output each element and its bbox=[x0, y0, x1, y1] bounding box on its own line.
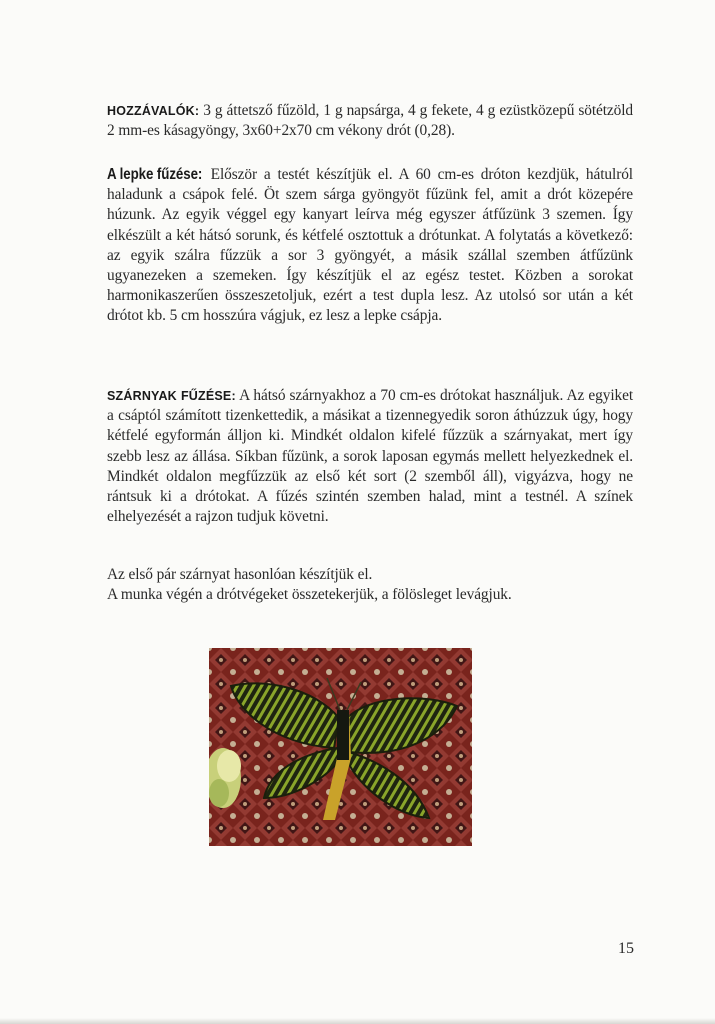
finishing-paragraph bbox=[107, 585, 633, 605]
wings-instructions-paragraph bbox=[107, 386, 633, 527]
front-wings-paragraph bbox=[107, 565, 633, 585]
materials-heading: HOZZÁVALÓK: bbox=[107, 104, 200, 118]
materials-text: 3 g áttetsző fűzöld, 1 g napsárga, 4 g fekete, 4 g ezüstközepű sötétzöld 2 mm-es kásagyöngy, 3x60+2x70 cm vékony drót (0,28). bbox=[107, 102, 633, 140]
wings-section-text: A hátsó szárnyakhoz a 70 cm-es drótokat használjuk. Az egyiket a csáptól számított tizenkettedik, a másikat a tizennegyedik soron áthúzzuk úgy, hogy kétfelé egyformán álljon ki. Mindkét oldalon kifelé fűzzük a szárnyakat, mert így szebb lesz az állása. Síkban fűzünk, a sorok laposan egymás mellett helyezkednek el. Mindkét oldalon megfűzzük az első két sort (2 szemből áll), vigyázva, hogy ne rántsuk ki a drótokat. A fűzés szintén szemben halad, mint a testnél. A színek elhelyezését a rajzon tudjuk követni. bbox=[107, 387, 633, 526]
body-section-heading: A lepke fűzése: bbox=[107, 166, 203, 183]
body-section-text: Először a testét készítjük el. A 60 cm-es dróton kezdjük, hátulról haladunk a csápok felé. Öt szem sárga gyöngyöt fűzünk fel, amit a drót közepére húzunk. Az egyik véggel egy kanyart leírva még egyszer átfűzünk 3 szemen. Így elkészült a két hátsó sorunk, és kétfelé osztottuk a drótunkat. A folytatás a következő: az egyik szálra fűzzük a sor 3 gyöngyét, a másik szállal szemben átfűzünk ugyanezeken a szemeken. Így készítjük el az egész testet. Közben a sorokat harmonikaszerűen összeszetoljuk, ezért a test dupla lesz. Az utolsó sor után a két drótot kb. 5 cm hosszúra vágjuk, ez lesz a lepke csápja. bbox=[107, 166, 633, 325]
body-instructions-paragraph bbox=[107, 165, 633, 327]
wings-section-heading: SZÁRNYAK FŰZÉSE: bbox=[107, 389, 236, 403]
beaded-butterfly-photo bbox=[209, 648, 472, 846]
finishing-text: A munka végén a drótvégeket összetekerjük, a fölösleget levágjuk. bbox=[107, 586, 512, 603]
materials-paragraph bbox=[107, 101, 633, 141]
front-wings-text: Az első pár szárnyat hasonlóan készítjük el. bbox=[107, 566, 373, 583]
page-number: 15 bbox=[618, 940, 634, 957]
page-bottom-edge bbox=[0, 1018, 715, 1024]
